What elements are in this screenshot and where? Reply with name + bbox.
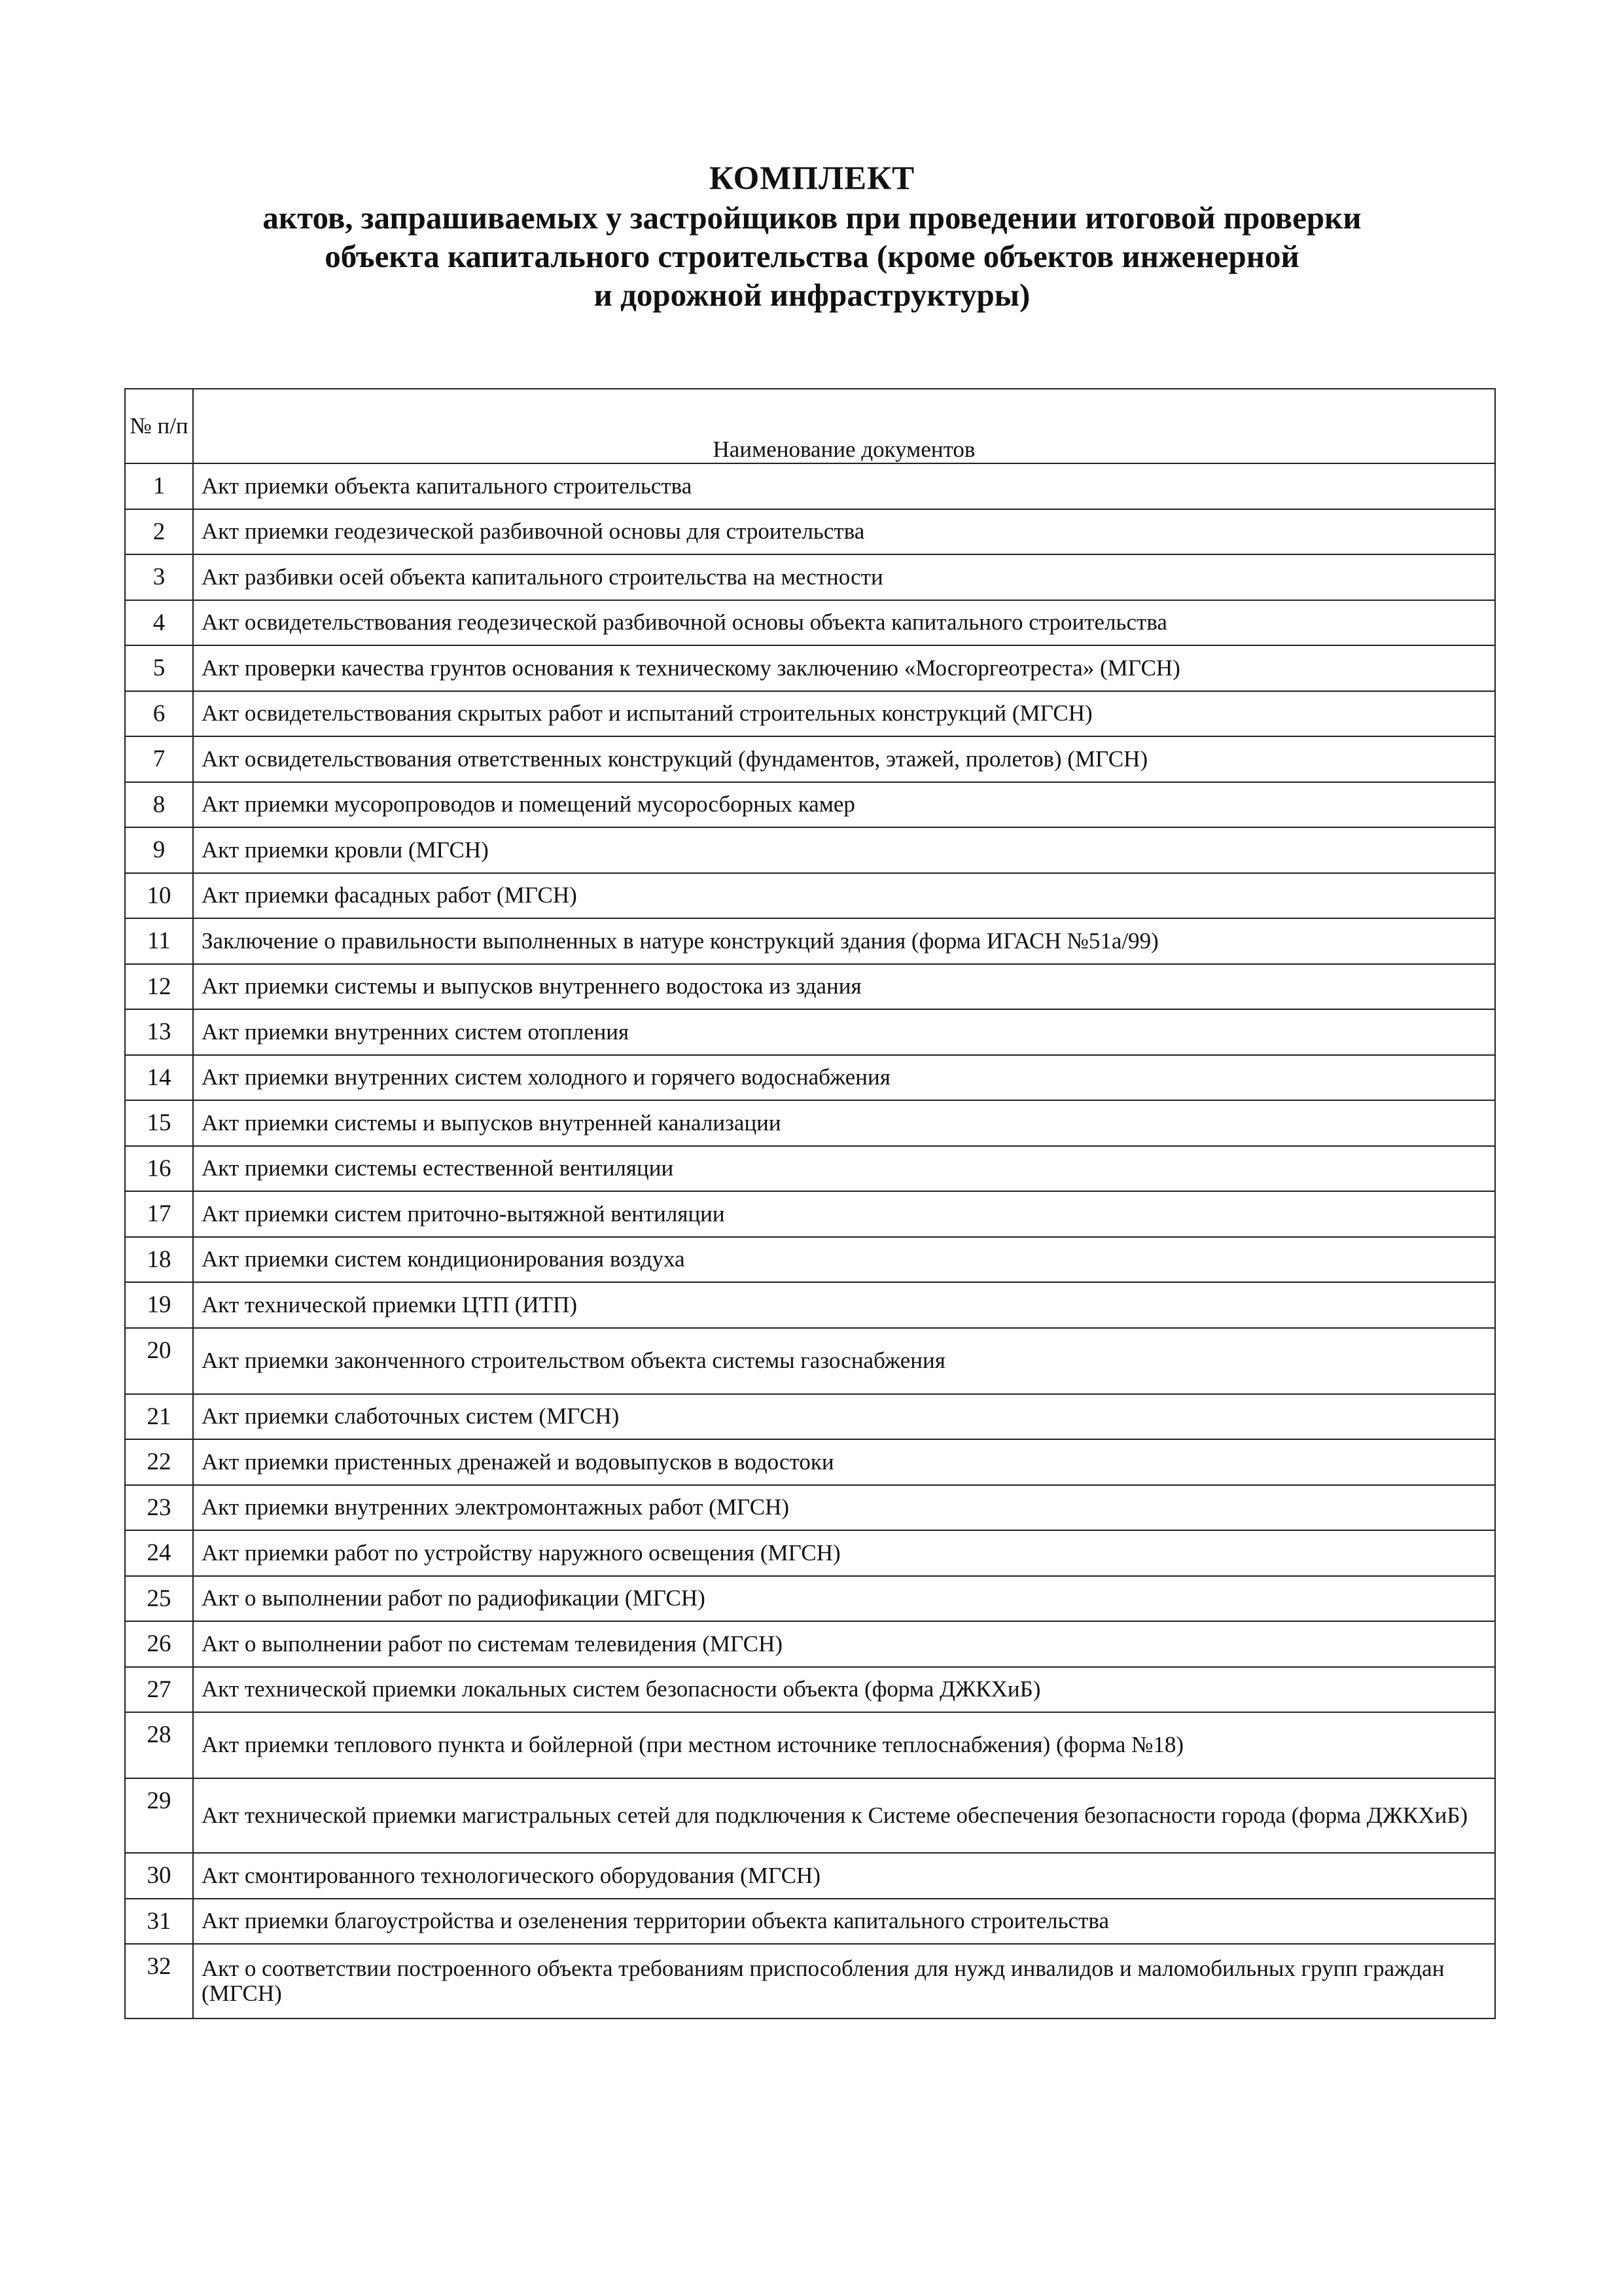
row-document-name: Акт приемки благоустройства и озеленения территории объекта капитального строительства xyxy=(193,1899,1495,1945)
table-row xyxy=(125,1100,1495,1146)
table-row xyxy=(125,1191,1495,1237)
table-row xyxy=(125,1146,1495,1192)
table-row xyxy=(125,1439,1495,1485)
row-number: 23 xyxy=(125,1485,193,1531)
row-document-name: Акт о соответствии построенного объекта требованиям приспособления для нужд инвалидов и маломобильных групп граждан (МГСН) xyxy=(193,1944,1495,2018)
row-number: 12 xyxy=(125,964,193,1010)
row-document-name: Акт освидетельствования скрытых работ и испытаний строительных конструкций (МГСН) xyxy=(193,691,1495,737)
row-number: 31 xyxy=(125,1899,193,1945)
row-document-name: Акт приемки мусоропроводов и помещений мусоросборных камер xyxy=(193,782,1495,828)
table-row xyxy=(125,1778,1495,1853)
table-row xyxy=(125,873,1495,919)
row-document-name: Акт технической приемки локальных систем безопасности объекта (форма ДЖКХиБ) xyxy=(193,1667,1495,1713)
row-number: 30 xyxy=(125,1853,193,1899)
row-number: 25 xyxy=(125,1576,193,1622)
row-document-name: Акт о выполнении работ по радиофикации (МГСН) xyxy=(193,1576,1495,1622)
title-line-1: актов, запрашиваемых у застройщиков при проведении итоговой проверки xyxy=(262,200,1362,236)
table-row xyxy=(125,736,1495,782)
row-document-name: Акт проверки качества грунтов основания к техническому заключению «Мосгоргеотреста» (МГСН) xyxy=(193,645,1495,691)
table-row xyxy=(125,1328,1495,1394)
row-document-name: Акт приемки системы и выпусков внутренней канализации xyxy=(193,1100,1495,1146)
row-number: 4 xyxy=(125,600,193,646)
row-number: 32 xyxy=(125,1944,193,2018)
title-line-2: объекта капитального строительства (кроме объектов инженерной xyxy=(325,238,1299,274)
row-document-name: Акт приемки внутренних систем холодного и горячего водоснабжения xyxy=(193,1055,1495,1101)
row-document-name: Акт освидетельствования геодезической разбивочной основы объекта капитального строительства xyxy=(193,600,1495,646)
row-number: 11 xyxy=(125,918,193,964)
table-row xyxy=(125,554,1495,600)
table-header-row xyxy=(125,389,1495,463)
row-number: 9 xyxy=(125,827,193,873)
table-row xyxy=(125,463,1495,509)
table-row xyxy=(125,1282,1495,1328)
row-number: 21 xyxy=(125,1394,193,1440)
row-document-name: Акт приемки систем кондиционирования воздуха xyxy=(193,1237,1495,1283)
row-number: 18 xyxy=(125,1237,193,1283)
row-document-name: Акт приемки слаботочных систем (МГСН) xyxy=(193,1394,1495,1440)
table-row xyxy=(125,1621,1495,1667)
row-document-name: Акт разбивки осей объекта капитального строительства на местности xyxy=(193,554,1495,600)
row-number: 2 xyxy=(125,509,193,555)
row-document-name: Акт приемки системы и выпусков внутреннего водостока из здания xyxy=(193,964,1495,1010)
row-number: 29 xyxy=(125,1778,193,1853)
table-row xyxy=(125,918,1495,964)
row-number: 1 xyxy=(125,463,193,509)
row-number: 7 xyxy=(125,736,193,782)
header-number: № п/п xyxy=(125,389,193,463)
row-document-name: Акт приемки теплового пункта и бойлерной (при местном источнике теплоснабжения) (форма №18) xyxy=(193,1712,1495,1778)
row-number: 22 xyxy=(125,1439,193,1485)
table-row xyxy=(125,509,1495,555)
row-number: 16 xyxy=(125,1146,193,1192)
row-document-name: Акт приемки систем приточно-вытяжной вентиляции xyxy=(193,1191,1495,1237)
table-row xyxy=(125,1055,1495,1101)
row-document-name: Акт приемки внутренних систем отопления xyxy=(193,1009,1495,1055)
row-number: 8 xyxy=(125,782,193,828)
row-number: 13 xyxy=(125,1009,193,1055)
table-row xyxy=(125,1944,1495,2018)
table-row xyxy=(125,827,1495,873)
row-document-name: Акт приемки объекта капитального строительства xyxy=(193,463,1495,509)
table-row xyxy=(125,964,1495,1010)
table-row xyxy=(125,1576,1495,1622)
documents-table xyxy=(124,388,1496,2019)
row-document-name: Акт освидетельствования ответственных конструкций (фундаментов, этажей, пролетов) (МГСН) xyxy=(193,736,1495,782)
row-document-name: Акт приемки фасадных работ (МГСН) xyxy=(193,873,1495,919)
table-row xyxy=(125,1394,1495,1440)
title-line-3: и дорожной инфраструктуры) xyxy=(593,276,1031,313)
row-number: 10 xyxy=(125,873,193,919)
table-row xyxy=(125,1667,1495,1713)
table-row xyxy=(125,1853,1495,1899)
row-document-name: Акт о выполнении работ по системам телевидения (МГСН) xyxy=(193,1621,1495,1667)
row-number: 19 xyxy=(125,1282,193,1328)
table-row xyxy=(125,1009,1495,1055)
table-row xyxy=(125,1237,1495,1283)
table-row xyxy=(125,1712,1495,1778)
row-number: 26 xyxy=(125,1621,193,1667)
row-number: 5 xyxy=(125,645,193,691)
table-row xyxy=(125,1485,1495,1531)
row-document-name: Акт технической приемки ЦТП (ИТП) xyxy=(193,1282,1495,1328)
row-document-name: Акт приемки пристенных дренажей и водовыпусков в водостоки xyxy=(193,1439,1495,1485)
row-document-name: Акт приемки работ по устройству наружного освещения (МГСН) xyxy=(193,1530,1495,1576)
row-document-name: Акт смонтированного технологического оборудования (МГСН) xyxy=(193,1853,1495,1899)
row-document-name: Акт приемки геодезической разбивочной основы для строительства xyxy=(193,509,1495,555)
title-main: КОМПЛЕКТ xyxy=(709,160,915,197)
table-row xyxy=(125,1530,1495,1576)
row-document-name: Акт приемки системы естественной вентиляции xyxy=(193,1146,1495,1192)
row-number: 14 xyxy=(125,1055,193,1101)
row-number: 6 xyxy=(125,691,193,737)
row-number: 20 xyxy=(125,1328,193,1394)
row-number: 17 xyxy=(125,1191,193,1237)
document-title xyxy=(0,159,1624,315)
row-number: 27 xyxy=(125,1667,193,1713)
row-number: 24 xyxy=(125,1530,193,1576)
header-document-name: Наименование документов xyxy=(193,389,1495,463)
row-number: 15 xyxy=(125,1100,193,1146)
table-row xyxy=(125,691,1495,737)
table-row xyxy=(125,1899,1495,1945)
row-document-name: Акт приемки кровли (МГСН) xyxy=(193,827,1495,873)
row-document-name: Акт технической приемки магистральных сетей для подключения к Системе обеспечения безопасности города (форма ДЖКХиБ) xyxy=(193,1778,1495,1853)
row-document-name: Акт приемки внутренних электромонтажных работ (МГСН) xyxy=(193,1485,1495,1531)
table-row xyxy=(125,600,1495,646)
row-number: 3 xyxy=(125,554,193,600)
table-row xyxy=(125,645,1495,691)
table-row xyxy=(125,782,1495,828)
row-document-name: Акт приемки законченного строительством объекта системы газоснабжения xyxy=(193,1328,1495,1394)
row-number: 28 xyxy=(125,1712,193,1778)
row-document-name: Заключение о правильности выполненных в натуре конструкций здания (форма ИГАСН №51а/99) xyxy=(193,918,1495,964)
